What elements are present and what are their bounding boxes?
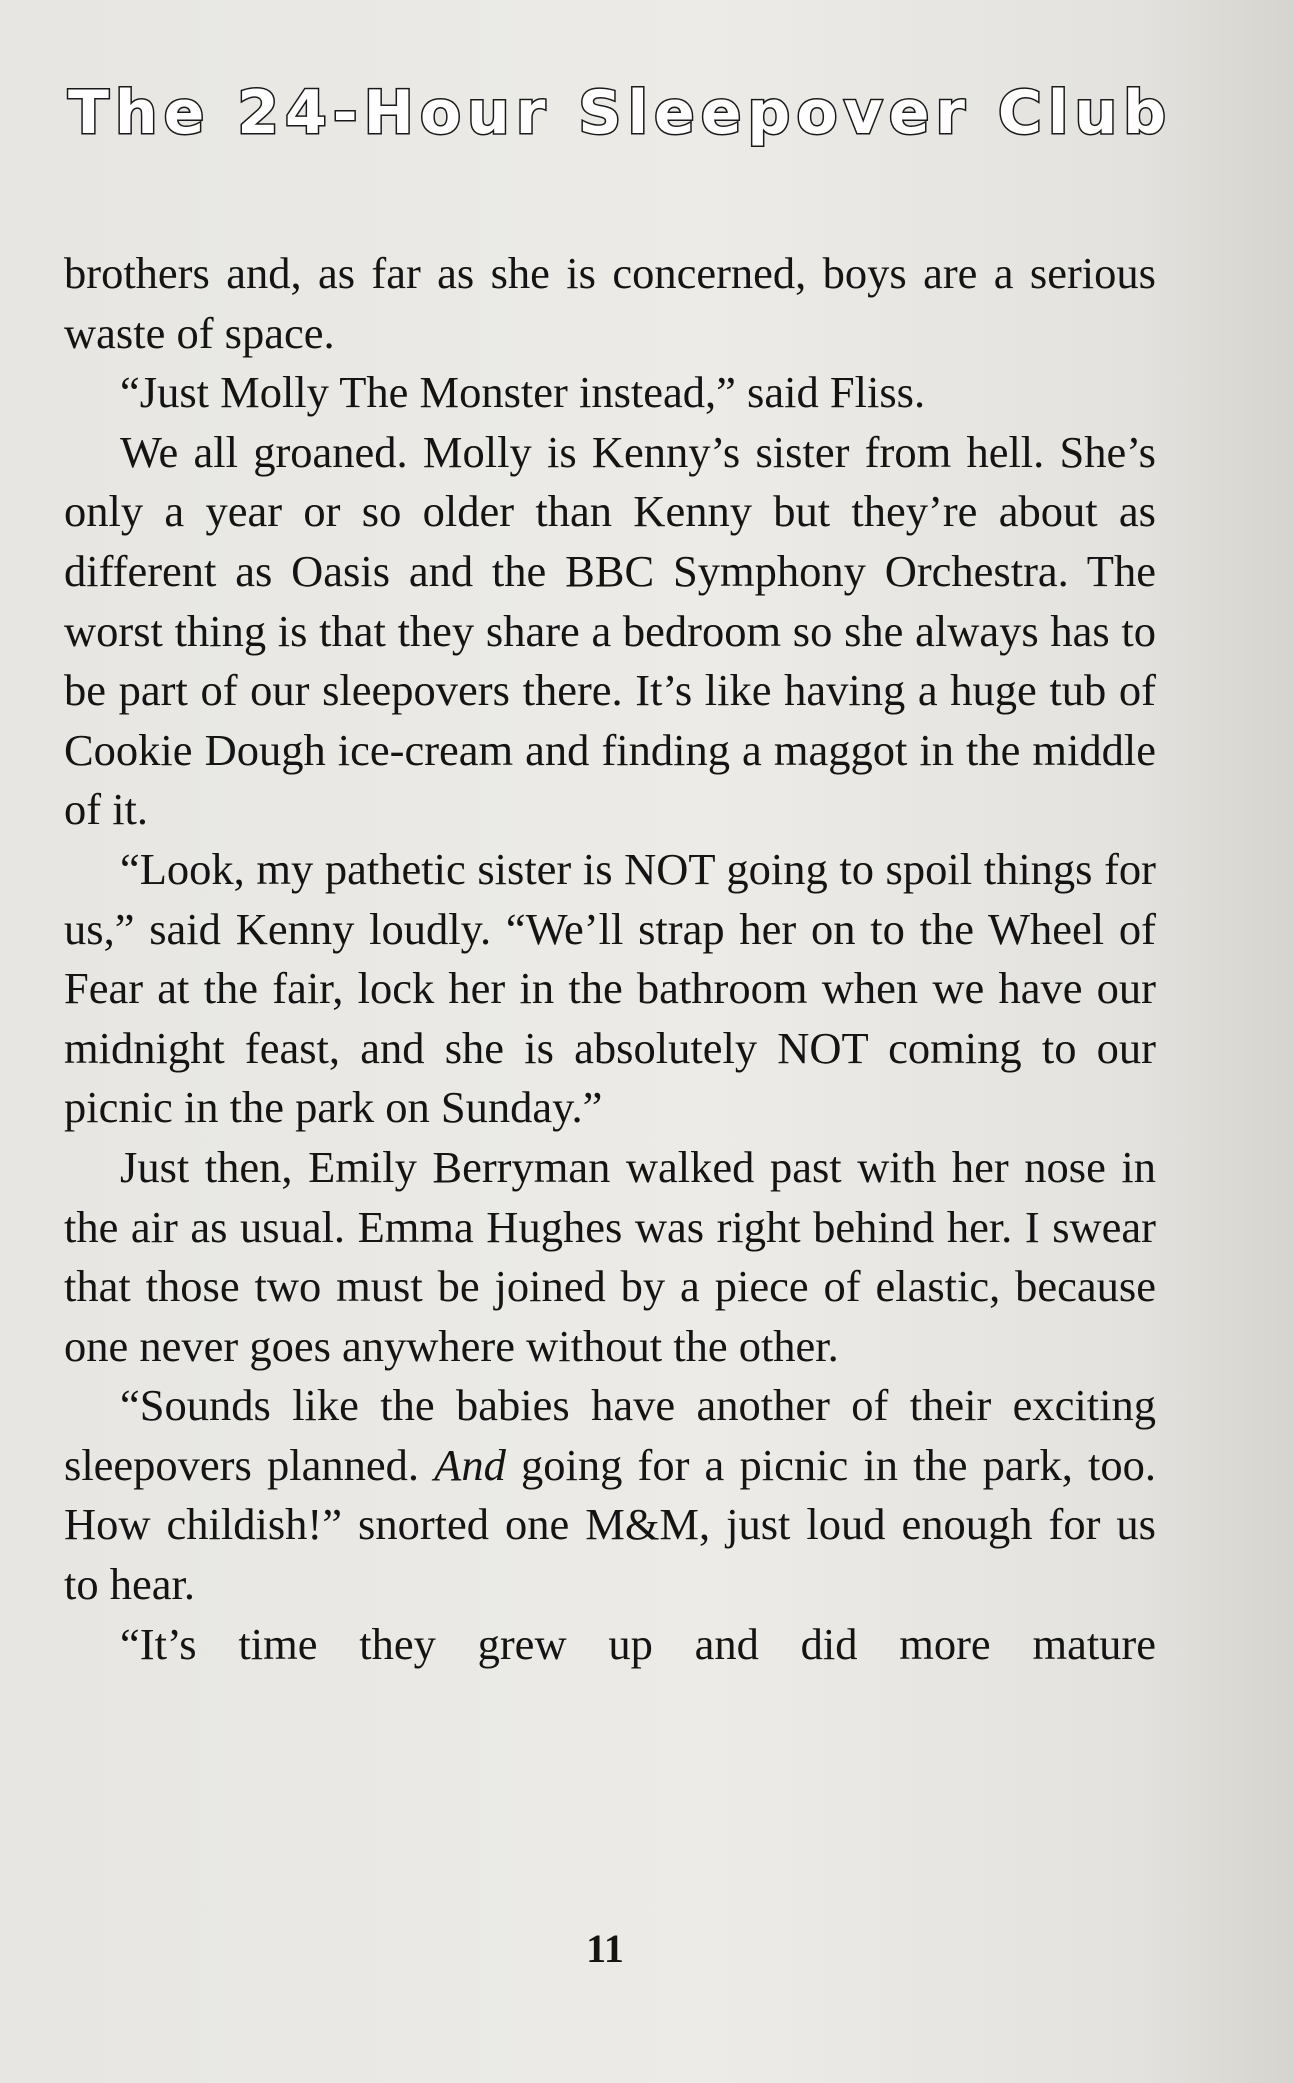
paragraph-continued: “It’s time they grew up and did more mature (120, 1618, 1156, 1669)
body-text (64, 244, 1156, 1674)
paragraph-text: “Sounds like the babies have another of their exciting sleepovers planned. (64, 1380, 1156, 1490)
page-number: 11 (586, 1926, 624, 1971)
paragraph: “Look, my pathetic sister is NOT going to spoil things for us,” said Kenny loudly. “We’ll strap her on to the Wheel of Fear at the fair, lock her in the bathroom when we have our midnight feast, and she is absolutely NOT coming to our picnic in the park on Sunday.” (64, 843, 1156, 1133)
paragraph: brothers and, as far as she is concerned, boys are a serious waste of space. (64, 248, 1156, 358)
paragraph-picnic (64, 1376, 1156, 1614)
paragraph: We all groaned. Molly is Kenny’s sister from hell. She’s only a year or so older than Kenny but they’re about as different as Oasis and the BBC Symphony Orchestra. The worst thing is that they share a bedroom so she always has to be part of our sleepovers there. It’s like having a huge tub of Cookie Dough ice-cream and finding a maggot in the middle of it. (64, 426, 1156, 835)
paragraph: Just then, Emily Berryman walked past with her nose in the air as usual. Emma Hughes was right behind her. I swear that those two must be joined by a piece of elastic, because one never goes anywhere without the other. (64, 1141, 1156, 1371)
paragraph-text: going for a picnic in the park, too. How childish!” snorted one M&M, just loud enough for us to hear. (64, 1439, 1156, 1610)
paragraph: “Just Molly The Monster instead,” said Fliss. (120, 367, 926, 418)
emphasis-text: And (434, 1439, 506, 1490)
running-header: The 24-Hour Sleepover Club (68, 78, 1173, 148)
